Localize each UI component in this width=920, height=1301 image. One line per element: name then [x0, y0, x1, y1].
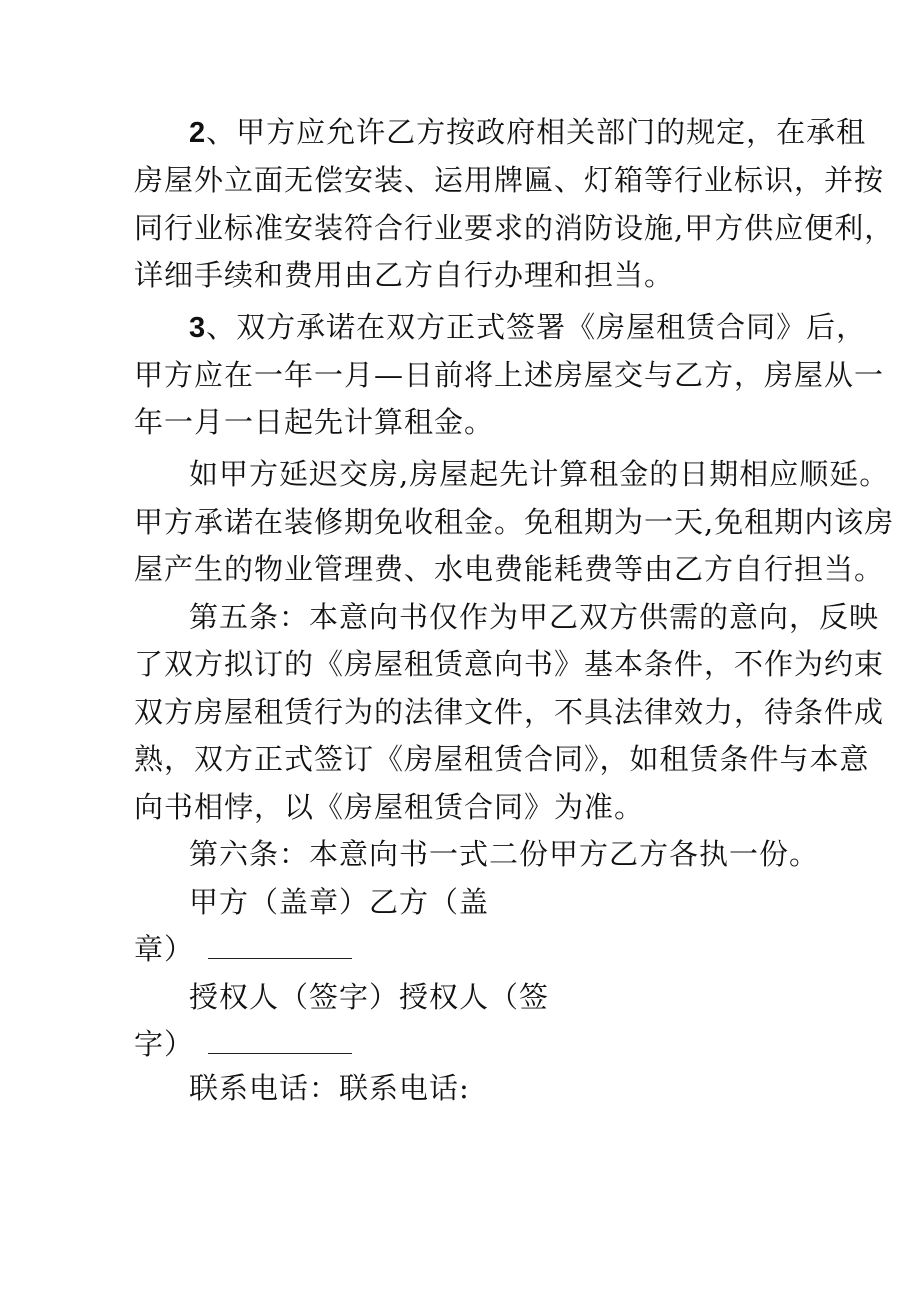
- seal-line-2: 章）: [134, 929, 352, 969]
- article-5-line-4: 熟，双方正式签订《房屋租赁合同》，如租赁条件与本意: [134, 742, 870, 776]
- article-6: 第六条：本意向书一式二份甲方乙方各执一份。: [189, 837, 820, 871]
- article-5-line-5: 向书相悖，以《房屋租赁合同》为准。: [134, 790, 645, 824]
- clause-3-number: 3: [189, 312, 207, 344]
- clause-3-line-1: 3、双方承诺在双方正式签署《房屋租赁合同》后，: [189, 310, 867, 344]
- article-5-line-1: 第五条：本意向书仅作为甲乙双方供需的意向，反映: [189, 600, 880, 634]
- sign-blank: [208, 1027, 352, 1054]
- sign-line-1: 授权人（签字）授权人（签: [189, 980, 550, 1014]
- phone-line: 联系电话：联系电话:: [189, 1071, 470, 1105]
- clause-2-line-3: 同行业标准安装符合行业要求的消防设施,甲方供应便利，: [134, 211, 895, 245]
- clause-2-line-1: 2、甲方应允许乙方按政府相关部门的规定，在承租: [189, 115, 867, 149]
- delay-para-line-3: 屋产生的物业管理费、水电费能耗费等由乙方自行担当。: [134, 552, 885, 586]
- delay-para-line-2: 甲方承诺在装修期免收租金。免租期为一天,免租期内该房: [134, 505, 895, 539]
- clause-2-line-2: 房屋外立面无偿安装、运用牌匾、灯箱等行业标识，并按: [134, 163, 885, 197]
- article-5-line-3: 双方房屋租赁行为的法律文件，不具法律效力，待条件成: [134, 695, 885, 729]
- sign-line-2: 字）: [134, 1024, 352, 1064]
- seal-blank: [208, 932, 352, 959]
- delay-para-line-1: 如甲方延迟交房,房屋起先计算租金的日期相应顺延。: [189, 457, 890, 491]
- clause-2-number: 2: [189, 117, 207, 149]
- clause-3-line-2: 甲方应在一年一月—日前将上述房屋交与乙方，房屋从一: [134, 358, 885, 392]
- clause-2-line-4: 详细手续和费用由乙方自行办理和担当。: [134, 258, 675, 292]
- clause-3-line-3: 年一月一日起先计算租金。: [134, 405, 495, 439]
- article-5-line-2: 了双方拟订的《房屋租赁意向书》基本条件，不作为约束: [134, 647, 885, 681]
- seal-line-1: 甲方（盖章）乙方（盖: [189, 885, 490, 919]
